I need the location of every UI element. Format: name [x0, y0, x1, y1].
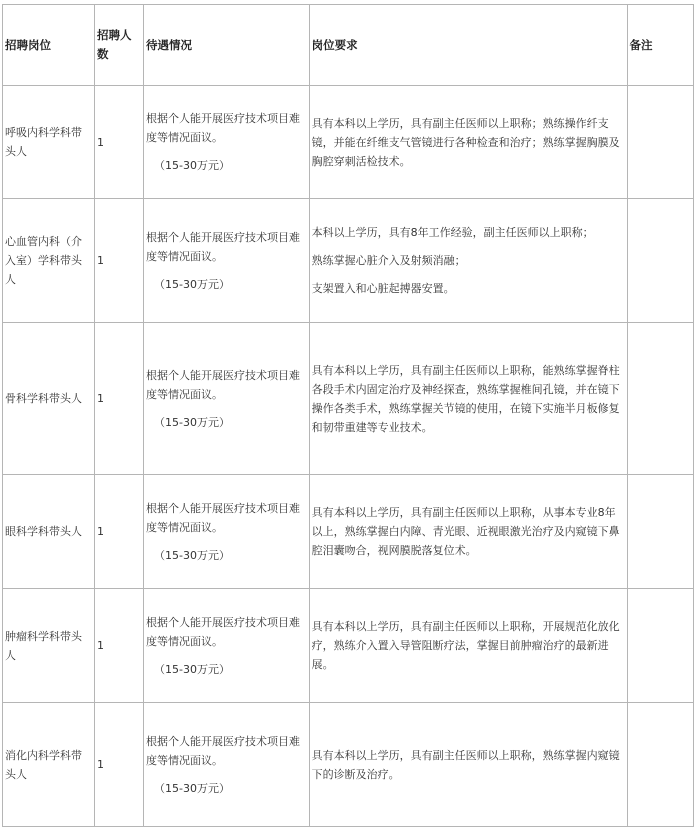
- table-row: [3, 589, 694, 703]
- cell-requirements: [309, 86, 627, 199]
- requirement-text: 具有本科以上学历，具有副主任医师以上职称，从事本专业8年以上，熟练掌握白内障、青光眼、近视眼激光治疗及内窥镜下鼻腔泪囊吻合，视网膜脱落复位术。: [311, 506, 620, 557]
- cell-pay: [144, 475, 310, 589]
- cell-note: [627, 475, 693, 589]
- cell-requirements: [309, 323, 627, 475]
- cell-pay: [144, 199, 310, 323]
- pay-text: 根据个人能开展医疗技术项目难度等情况面议。: [146, 230, 301, 263]
- header-count: 招聘人数: [94, 5, 143, 86]
- table-row: [3, 703, 694, 827]
- header-note: 备注: [627, 5, 693, 86]
- pay-text: 根据个人能开展医疗技术项目难度等情况面议。: [146, 368, 301, 401]
- cell-requirements: [309, 703, 627, 827]
- cell-pay: [144, 589, 310, 703]
- cell-count: 1: [94, 199, 143, 323]
- header-position: 招聘岗位: [3, 5, 95, 86]
- cell-requirements: [309, 589, 627, 703]
- table-row: [3, 199, 694, 323]
- header-requirements: 岗位要求: [309, 5, 627, 86]
- pay-range: （15-30万元）: [154, 548, 231, 562]
- pay-text: 根据个人能开展医疗技术项目难度等情况面议。: [146, 112, 301, 144]
- pay-text: 根据个人能开展医疗技术项目难度等情况面议。: [146, 734, 301, 767]
- pay-range: （15-30万元）: [154, 662, 231, 676]
- table-row: [3, 323, 694, 475]
- cell-requirements: [309, 475, 627, 589]
- cell-position: 消化内科学科带头人: [3, 703, 95, 827]
- pay-range: （15-30万元）: [154, 415, 231, 429]
- pay-range: （15-30万元）: [154, 781, 231, 795]
- cell-count: 1: [94, 86, 143, 199]
- table-row: [3, 86, 694, 199]
- requirement-text: 熟练掌握心脏介入及射频消融；: [311, 254, 466, 267]
- table-row: [3, 475, 694, 589]
- cell-note: [627, 199, 693, 323]
- requirement-text: 本科以上学历，具有8年工作经验，副主任医师以上职称；: [311, 226, 594, 239]
- cell-position: 骨科学科带头人: [3, 323, 95, 475]
- cell-position: 呼吸内科学科带头人: [3, 86, 95, 199]
- header-row: [3, 5, 694, 86]
- cell-position: 眼科学科带头人: [3, 475, 95, 589]
- pay-range: （15-30万元）: [154, 159, 231, 172]
- cell-position: 心血管内科（介入室）学科带头人: [3, 199, 95, 323]
- cell-count: 1: [94, 703, 143, 827]
- header-pay: 待遇情况: [144, 5, 310, 86]
- requirement-text: 支架置入和心脏起搏器安置。: [311, 282, 455, 295]
- cell-pay: [144, 703, 310, 827]
- pay-text: 根据个人能开展医疗技术项目难度等情况面议。: [146, 501, 301, 534]
- pay-range: （15-30万元）: [154, 277, 231, 291]
- cell-count: 1: [94, 589, 143, 703]
- cell-note: [627, 589, 693, 703]
- cell-note: [627, 703, 693, 827]
- table-body: [3, 86, 694, 827]
- cell-note: [627, 323, 693, 475]
- recruitment-table: [2, 4, 694, 827]
- cell-count: 1: [94, 475, 143, 589]
- pay-text: 根据个人能开展医疗技术项目难度等情况面议。: [146, 615, 301, 648]
- cell-pay: [144, 86, 310, 199]
- cell-note: [627, 86, 693, 199]
- requirement-text: 具有本科以上学历，具有副主任医师以上职称，开展规范化放化疗，熟练介入置入导管阻断疗法，掌握目前肿瘤治疗的最新进展。: [311, 620, 620, 671]
- requirement-text: 具有本科以上学历，具有副主任医师以上职称，能熟练掌握脊柱各段手术内固定治疗及神经探查，熟练掌握椎间孔镜，并在镜下操作各类手术，熟练掌握关节镜的使用，在镜下实施半月板修复和韧带重建等专业技术。: [311, 363, 620, 434]
- cell-pay: [144, 323, 310, 475]
- cell-count: 1: [94, 323, 143, 475]
- cell-position: 肿瘤科学科带头人: [3, 589, 95, 703]
- cell-requirements: [309, 199, 627, 323]
- requirement-text: 具有本科以上学历，具有副主任医师以上职称；熟练操作纤支镜，并能在纤维支气管镜进行各种检查和治疗；熟练掌握胸膜及胸腔穿刺活检技术。: [311, 116, 620, 168]
- requirement-text: 具有本科以上学历，具有副主任医师以上职称，熟练掌握内窥镜下的诊断及治疗。: [311, 748, 620, 781]
